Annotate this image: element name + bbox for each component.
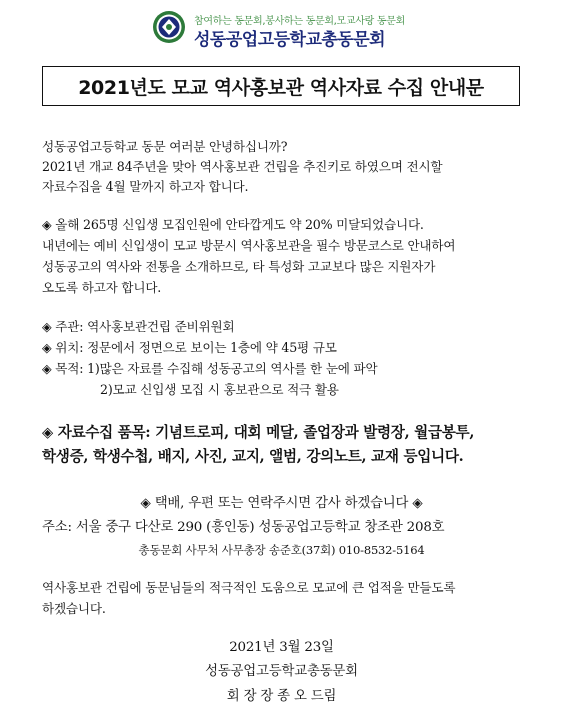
document-title: 2021년도 모교 역사홍보관 역사자료 수집 안내문 <box>78 76 484 99</box>
detail-line: 2)모교 신입생 모집 시 홍보관으로 적극 활용 <box>100 382 339 397</box>
intro-line: 2021년 개교 84주년을 맞아 역사홍보관 건립을 추진키로 하였으며 전시할 <box>42 159 443 174</box>
slogan: 참여하는 동문회,봉사하는 동문회,모교사랑 동문회 <box>194 16 405 27</box>
closing-line: 역사홍보관 건립에 동문님들의 적극적인 도움으로 모교에 큰 업적을 만들도록 <box>42 580 456 595</box>
notice-line: 내년에는 예비 신입생이 모교 방문시 역사홍보관을 필수 방문코스로 안내하여 <box>42 238 456 253</box>
contact-address: 주소: 서울 중구 다산로 290 (흥인동) 성동공업고등학교 창조관 208호 <box>42 520 445 535</box>
signature-date: 2021년 3월 23일 <box>229 640 334 655</box>
notice-line: 성동공고의 역사와 전통을 소개하므로, 타 특성화 고교보다 많은 지원자가 <box>42 259 436 274</box>
closing-line: 하겠습니다. <box>42 601 106 616</box>
contact-phone: 총동문회 사무처 사무총장 송준호(37회) 010-8532-5164 <box>138 543 425 557</box>
signature-signer: 회 장 장 종 오 드림 <box>226 689 337 704</box>
contact-headline: ◈ 택배, 우편 또는 연락주시면 감사 하겠습니다 ◈ <box>140 496 423 511</box>
detail-line: ◈ 주관: 역사홍보관건립 준비위원회 <box>42 319 235 334</box>
intro-line: 자료수집을 4월 말까지 하고자 합니다. <box>42 179 249 194</box>
school-emblem-icon <box>152 10 186 44</box>
title-box <box>42 66 520 106</box>
notice-line: 오도록 하고자 합니다. <box>42 280 162 295</box>
detail-line: ◈ 위치: 정문에서 정면으로 보이는 1층에 약 45평 규모 <box>42 340 337 355</box>
org-name: 성동공업고등학교총동문회 <box>194 30 386 50</box>
signature-org: 성동공업고등학교총동문회 <box>205 664 358 679</box>
intro-line: 성동공업고등학교 동문 여러분 안녕하십니까? <box>42 139 288 154</box>
notice-line: ◈ 올해 265명 신입생 모집인원에 안타깝게도 약 20% 미달되었습니다. <box>42 217 424 232</box>
detail-line: ◈ 목적: 1)많은 자료를 수집해 성동공고의 역사를 한 눈에 파악 <box>42 361 378 376</box>
items-line: 학생증, 학생수첩, 배지, 사진, 교지, 앨범, 강의노트, 교재 등입니다. <box>42 448 464 465</box>
items-line: ◈ 자료수집 품목: 기념트로피, 대회 메달, 졸업장과 발령장, 월급봉투, <box>42 424 475 441</box>
